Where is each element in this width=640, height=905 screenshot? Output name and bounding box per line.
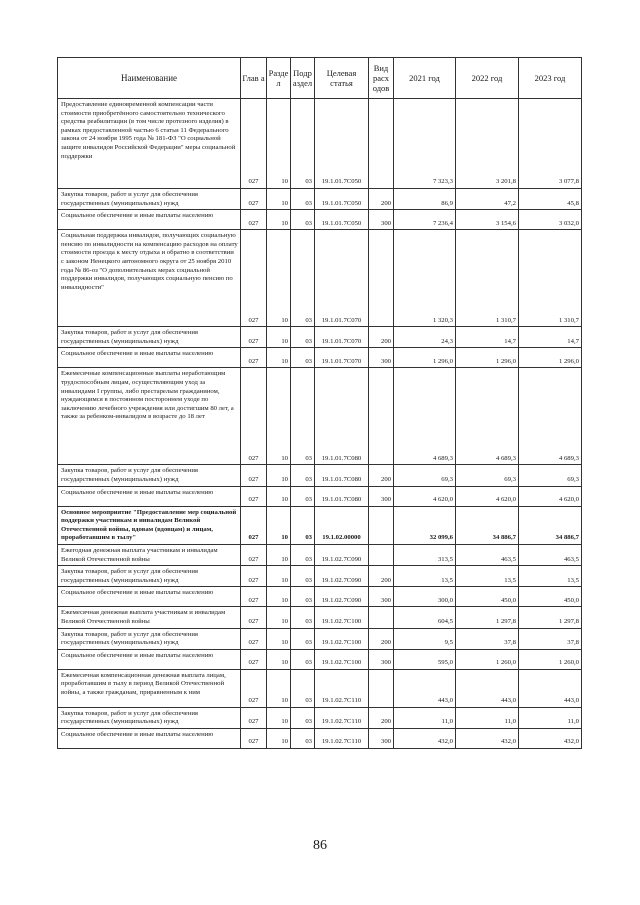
cell-2023: 14,7 [519,327,582,348]
cell-podrazdel: 03 [291,327,315,348]
cell-glava: 027 [241,465,267,486]
cell-2023: 463,5 [519,544,582,565]
cell-2022: 4 689,3 [456,368,519,465]
cell-glava: 027 [241,566,267,587]
table-row [58,649,582,669]
budget-table-sheet [57,57,581,749]
cell-2021: 13,5 [394,566,456,587]
table-row [58,189,582,210]
table-row [58,99,582,189]
table-body [58,99,582,749]
cell-razdel: 10 [267,587,291,607]
table-row [58,566,582,587]
header-2022: 2022 год [456,58,519,99]
cell-2023: 3 077,8 [519,99,582,189]
cell-razdel: 10 [267,327,291,348]
cell-2021: 1 320,3 [394,230,456,327]
cell-2022: 14,7 [456,327,519,348]
cell-glava: 027 [241,628,267,649]
cell-razdel: 10 [267,230,291,327]
cell-vid [369,506,394,544]
budget-table [57,57,582,749]
cell-vid: 200 [369,566,394,587]
cell-podrazdel: 03 [291,506,315,544]
cell-name: Предоставление единовременной компенсации части стоимости приобретённого самостоятельно технического средства реабилитации (в том числе протезного изделия) в рамках предоставленной частью 6 статьи 11 Федерального закона от 24 ноября 1995 года № 181-ФЗ "О социальной защите инвалидов Российской Федерации" меры социальной поддержки [58,99,241,189]
cell-name: Закупка товаров, работ и услуг для обеспечения государственных (муниципальных) нужд [58,707,241,728]
cell-2023: 3 032,0 [519,210,582,230]
cell-2022: 432,0 [456,728,519,748]
header-razdel: Разде л [267,58,291,99]
cell-name: Закупка товаров, работ и услуг для обеспечения государственных (муниципальных) нужд [58,327,241,348]
cell-article: 19.1.01.7С050 [315,189,369,210]
cell-article: 19.1.01.7С070 [315,327,369,348]
cell-2023: 13,5 [519,566,582,587]
header-article: Целевая статья [315,58,369,99]
cell-podrazdel: 03 [291,189,315,210]
header-name: Наименование [58,58,241,99]
cell-razdel: 10 [267,465,291,486]
cell-vid: 300 [369,486,394,506]
cell-podrazdel: 03 [291,210,315,230]
table-row [58,368,582,465]
cell-razdel: 10 [267,486,291,506]
table-row [58,465,582,486]
cell-razdel: 10 [267,99,291,189]
cell-glava: 027 [241,99,267,189]
cell-glava: 027 [241,230,267,327]
cell-podrazdel: 03 [291,544,315,565]
cell-glava: 027 [241,669,267,707]
cell-2023: 1 296,0 [519,348,582,368]
cell-2022: 1 260,0 [456,649,519,669]
table-row [58,348,582,368]
cell-name: Социальное обеспечение и иные выплаты населению [58,486,241,506]
cell-2021: 604,5 [394,607,456,628]
cell-razdel: 10 [267,728,291,748]
cell-2021: 69,3 [394,465,456,486]
table-row [58,707,582,728]
cell-razdel: 10 [267,566,291,587]
cell-2023: 4 689,3 [519,368,582,465]
cell-2023: 11,0 [519,707,582,728]
cell-glava: 027 [241,707,267,728]
cell-razdel: 10 [267,628,291,649]
cell-2021: 4 620,0 [394,486,456,506]
cell-name: Закупка товаров, работ и услуг для обеспечения государственных (муниципальных) нужд [58,189,241,210]
cell-glava: 027 [241,348,267,368]
cell-podrazdel: 03 [291,707,315,728]
cell-vid: 300 [369,210,394,230]
cell-podrazdel: 03 [291,348,315,368]
cell-vid: 200 [369,189,394,210]
cell-name: Ежемесячная денежная выплата участникам и инвалидам Великой Отечественной войны [58,607,241,628]
cell-2022: 11,0 [456,707,519,728]
cell-2021: 32 099,6 [394,506,456,544]
table-row [58,544,582,565]
cell-article: 19.1.02.7С110 [315,707,369,728]
cell-glava: 027 [241,728,267,748]
cell-glava: 027 [241,368,267,465]
table-row [58,628,582,649]
cell-2021: 24,3 [394,327,456,348]
cell-podrazdel: 03 [291,99,315,189]
table-row [58,728,582,748]
cell-2023: 37,8 [519,628,582,649]
cell-2021: 300,0 [394,587,456,607]
cell-2023: 432,0 [519,728,582,748]
table-row [58,210,582,230]
cell-vid: 200 [369,707,394,728]
cell-article: 19.1.02.7С110 [315,728,369,748]
cell-2021: 9,5 [394,628,456,649]
cell-vid [369,230,394,327]
cell-glava: 027 [241,544,267,565]
cell-name: Социальное обеспечение и иные выплаты населению [58,587,241,607]
cell-glava: 027 [241,587,267,607]
cell-glava: 027 [241,506,267,544]
table-row [58,327,582,348]
cell-2022: 1 310,7 [456,230,519,327]
cell-2022: 13,5 [456,566,519,587]
cell-2023: 1 310,7 [519,230,582,327]
header-podrazdel: Подр аздел [291,58,315,99]
cell-vid: 300 [369,587,394,607]
cell-vid: 300 [369,728,394,748]
cell-glava: 027 [241,210,267,230]
header-2023: 2023 год [519,58,582,99]
cell-2022: 443,0 [456,669,519,707]
cell-podrazdel: 03 [291,628,315,649]
cell-podrazdel: 03 [291,230,315,327]
cell-2022: 4 620,0 [456,486,519,506]
cell-podrazdel: 03 [291,566,315,587]
cell-podrazdel: 03 [291,465,315,486]
cell-glava: 027 [241,189,267,210]
cell-article: 19.1.02.00000 [315,506,369,544]
cell-name: Социальная поддержка инвалидов, получающих социальную пенсию по инвалидности на компенсацию расходов на оплату стоимости проезда к месту отдыха и обратно в соответствии с законом Ненецкого автономного округа от 25 ноября 2010 года № 86-оз "О дополнительных мерах социальной поддержки инвалидов, получающих социальную пенсию по инвалидности" [58,230,241,327]
cell-glava: 027 [241,486,267,506]
header-2021: 2021 год [394,58,456,99]
cell-2022: 37,8 [456,628,519,649]
cell-vid: 200 [369,628,394,649]
cell-razdel: 10 [267,707,291,728]
cell-name: Социальное обеспечение и иные выплаты населению [58,210,241,230]
cell-vid: 200 [369,465,394,486]
table-row [58,669,582,707]
cell-vid: 200 [369,327,394,348]
cell-glava: 027 [241,649,267,669]
cell-article: 19.1.02.7С090 [315,544,369,565]
cell-2021: 86,9 [394,189,456,210]
cell-name: Закупка товаров, работ и услуг для обеспечения государственных (муниципальных) нужд [58,628,241,649]
cell-2022: 463,5 [456,544,519,565]
cell-name: Закупка товаров, работ и услуг для обеспечения государственных (муниципальных) нужд [58,465,241,486]
cell-glava: 027 [241,327,267,348]
table-row [58,506,582,544]
cell-vid: 300 [369,348,394,368]
cell-vid: 300 [369,649,394,669]
cell-vid [369,607,394,628]
cell-article: 19.1.02.7С090 [315,587,369,607]
cell-2021: 443,0 [394,669,456,707]
cell-2022: 3 201,8 [456,99,519,189]
table-row [58,486,582,506]
cell-2022: 450,0 [456,587,519,607]
cell-2023: 4 620,0 [519,486,582,506]
cell-article: 19.1.01.7С050 [315,99,369,189]
cell-name: Ежемесячные компенсационные выплаты неработающим трудоспособным лицам, осуществляющим уход за инвалидами I группы, либо престарелым гражданином, нуждающимся в постоянном постороннем уходе по заключению лечебного учреждения или достигшим 80 лет, а также за ребенком-инвалидом в возрасте до 18 лет [58,368,241,465]
cell-podrazdel: 03 [291,728,315,748]
cell-2023: 34 886,7 [519,506,582,544]
cell-razdel: 10 [267,506,291,544]
cell-2021: 595,0 [394,649,456,669]
cell-name: Социальное обеспечение и иные выплаты населению [58,649,241,669]
cell-article: 19.1.01.7С080 [315,486,369,506]
cell-vid [369,99,394,189]
cell-2021: 4 689,3 [394,368,456,465]
cell-2021: 1 296,0 [394,348,456,368]
header-glava: Глав а [241,58,267,99]
cell-glava: 027 [241,607,267,628]
cell-razdel: 10 [267,348,291,368]
cell-2021: 7 236,4 [394,210,456,230]
cell-2023: 443,0 [519,669,582,707]
page-number: 86 [313,838,327,853]
cell-2022: 69,3 [456,465,519,486]
cell-2022: 1 296,0 [456,348,519,368]
cell-article: 19.1.01.7С080 [315,368,369,465]
cell-2022: 1 297,8 [456,607,519,628]
cell-2023: 45,8 [519,189,582,210]
cell-2023: 1 260,0 [519,649,582,669]
cell-razdel: 10 [267,368,291,465]
table-row [58,587,582,607]
cell-razdel: 10 [267,544,291,565]
table-row [58,230,582,327]
cell-article: 19.1.02.7С100 [315,649,369,669]
cell-razdel: 10 [267,649,291,669]
cell-podrazdel: 03 [291,649,315,669]
cell-name: Ежегодная денежная выплата участникам и инвалидам Великой Отечественной войны [58,544,241,565]
cell-2021: 432,0 [394,728,456,748]
cell-2023: 1 297,8 [519,607,582,628]
cell-podrazdel: 03 [291,607,315,628]
cell-podrazdel: 03 [291,368,315,465]
cell-article: 19.1.01.7С070 [315,230,369,327]
cell-article: 19.1.02.7С100 [315,628,369,649]
cell-2021: 11,0 [394,707,456,728]
cell-name: Закупка товаров, работ и услуг для обеспечения государственных (муниципальных) нужд [58,566,241,587]
cell-razdel: 10 [267,210,291,230]
cell-2022: 47,2 [456,189,519,210]
cell-razdel: 10 [267,189,291,210]
cell-article: 19.1.02.7С110 [315,669,369,707]
cell-2022: 34 886,7 [456,506,519,544]
cell-2021: 7 323,3 [394,99,456,189]
header-vid: Вид расх одов [369,58,394,99]
cell-vid [369,368,394,465]
cell-name: Ежемесячная компенсационная денежная выплата лицам, проработавшим в тылу в период Великой Отечественной войны, а также гражданам, приравненным к ним [58,669,241,707]
cell-name: Социальное обеспечение и иные выплаты населению [58,728,241,748]
cell-article: 19.1.01.7С070 [315,348,369,368]
cell-razdel: 10 [267,669,291,707]
table-header-row [58,58,582,99]
cell-article: 19.1.02.7С090 [315,566,369,587]
cell-article: 19.1.01.7С050 [315,210,369,230]
cell-podrazdel: 03 [291,486,315,506]
table-row [58,607,582,628]
cell-razdel: 10 [267,607,291,628]
cell-name: Социальное обеспечение и иные выплаты населению [58,348,241,368]
cell-2021: 313,5 [394,544,456,565]
cell-vid [369,669,394,707]
cell-name: Основное мероприятие "Предоставление мер социальной поддержки участникам и инвалидам Великой Отечественной войны, вдовам (вдовцам) и лицам, проработавшим в тылу" [58,506,241,544]
cell-2023: 450,0 [519,587,582,607]
cell-podrazdel: 03 [291,587,315,607]
cell-2023: 69,3 [519,465,582,486]
cell-2022: 3 154,6 [456,210,519,230]
cell-podrazdel: 03 [291,669,315,707]
cell-vid [369,544,394,565]
cell-article: 19.1.01.7С080 [315,465,369,486]
cell-article: 19.1.02.7С100 [315,607,369,628]
